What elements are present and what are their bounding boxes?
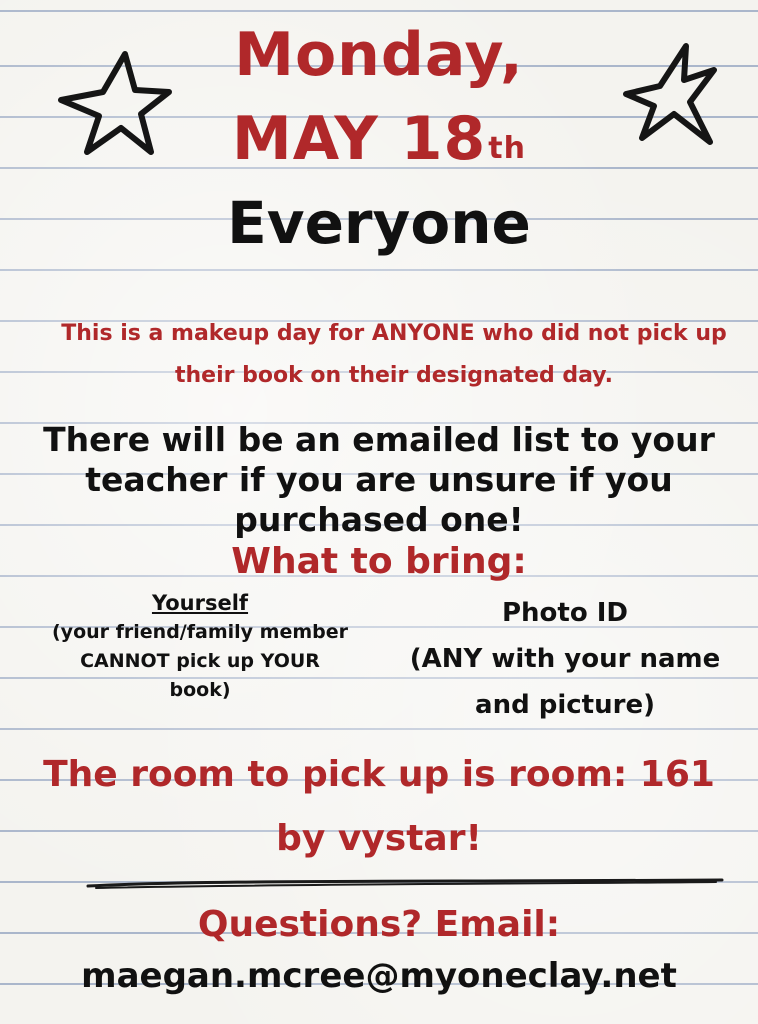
contact-email: maegan.mcree@myoneclay.net [81, 956, 677, 996]
bring-item-yourself [50, 588, 350, 705]
bring-item-yourself-title: Yourself [151, 591, 249, 615]
bring-item-photo-id-title: Photo ID [501, 598, 629, 628]
divider [86, 872, 726, 892]
title-date-suffix: th [488, 131, 526, 166]
room-location: by vystar! [276, 818, 482, 859]
title-date-text: MAY 18 [232, 104, 487, 174]
room-info: The room to pick up is room: 161 [43, 754, 715, 795]
questions-label: Questions? Email: [197, 904, 561, 945]
title-date [0, 102, 758, 176]
audience-heading: Everyone [227, 189, 531, 257]
title-day: Monday, [234, 20, 524, 90]
makeup-notice: This is a makeup day for ANYONE who did not pick up their book on their designated day. [61, 321, 727, 388]
email-list-notice: There will be an emailed list to your teacher if you are unsure if you purchased one! [43, 420, 715, 539]
bring-item-photo-id-note: (ANY with your name and picture) [409, 644, 721, 720]
bring-item-photo-id [400, 590, 730, 728]
what-to-bring-heading: What to bring: [231, 541, 527, 582]
bring-item-yourself-note: (your friend/family member CANNOT pick up YOUR book) [52, 621, 348, 701]
